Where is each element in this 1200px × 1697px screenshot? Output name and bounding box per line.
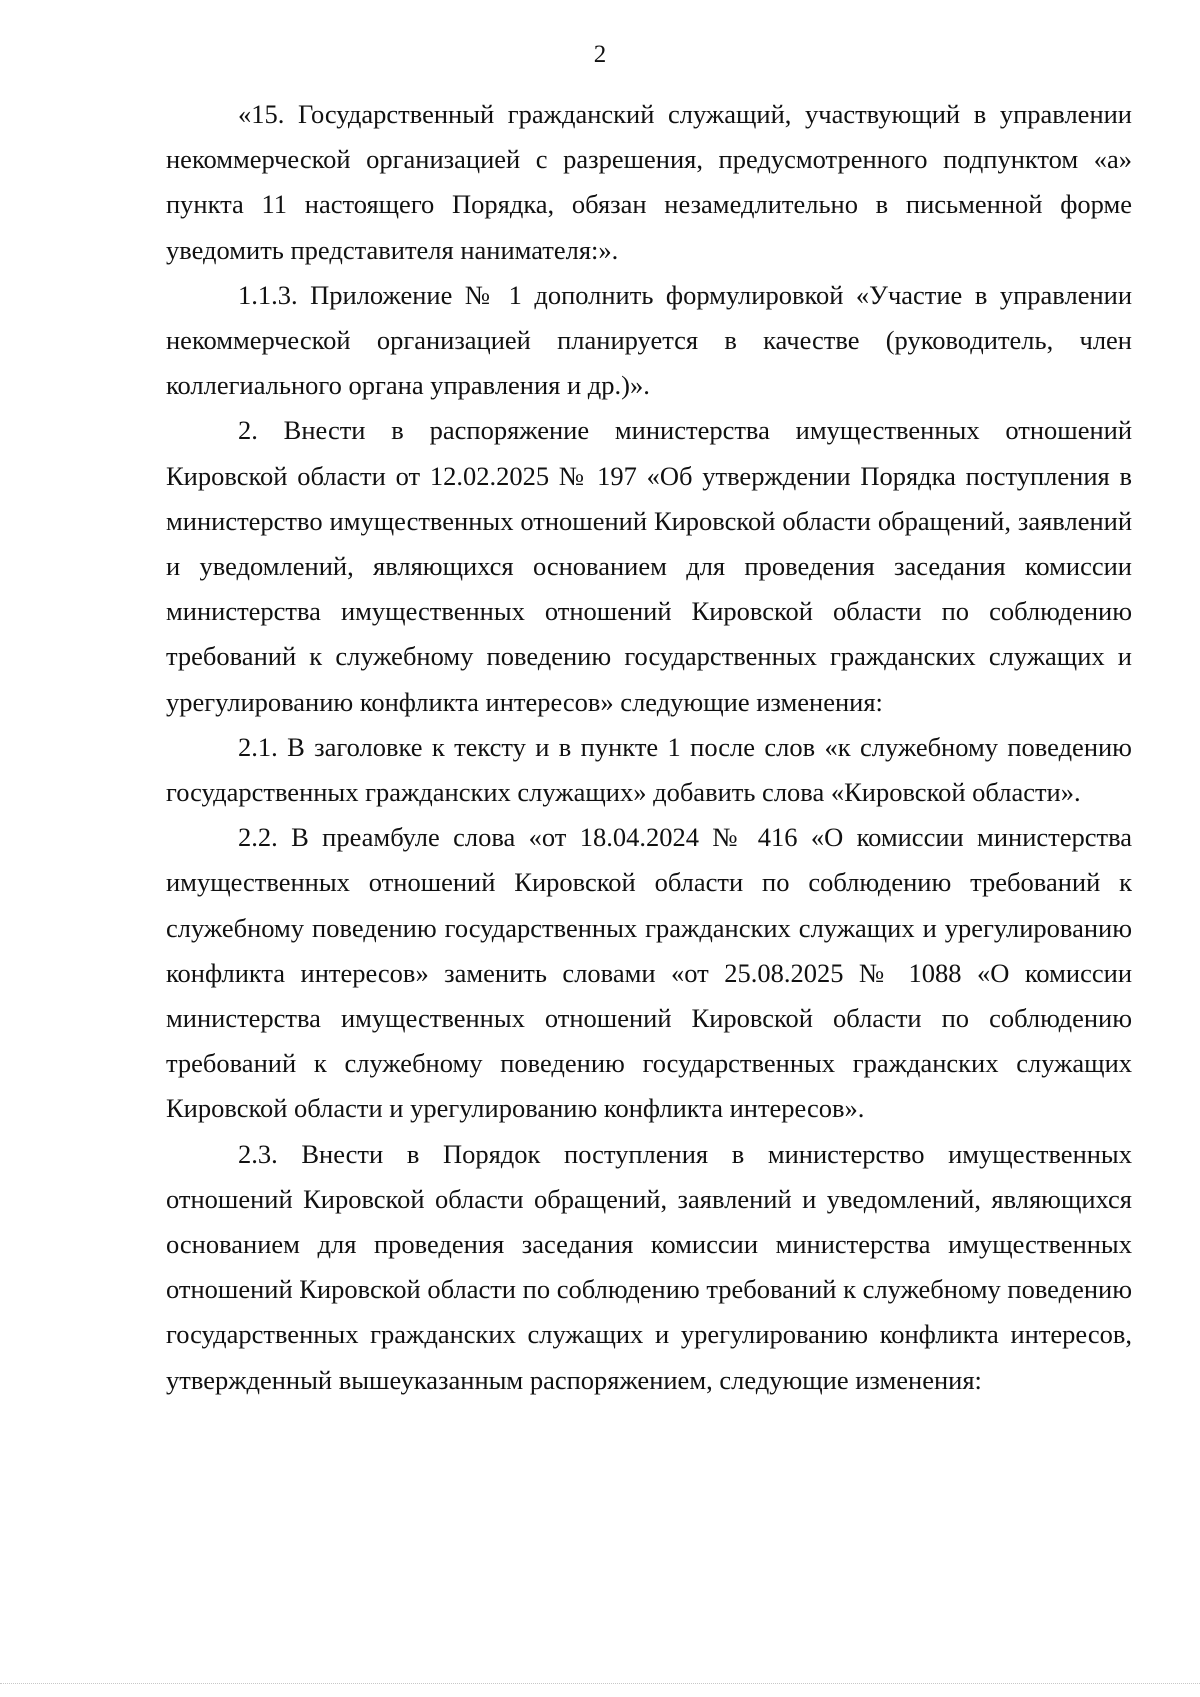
paragraph-2-3: 2.3. Внести в Порядок поступления в министерство имущественных отношений Кировской области обращений, заявлений и уведомлений, являющихся основанием для проведения заседания комиссии министерства имущественных отношений Кировской области по соблюдению требований к служебному поведению государственных гражданских служащих и урегулированию конфликта интересов, утвержденный вышеуказанным распоряжением, следующие изменения: bbox=[166, 1138, 1132, 1395]
paragraph-2: 2. Внести в распоряжение министерства имущественных отношений Кировской области от 12.02.2025 № 197 «Об утверждении Порядка поступления в министерство имущественных отношений Кировской области обращений, заявлений и уведомлений, являющихся основанием для проведения заседания комиссии министерства имущественных отношений Кировской области по соблюдению требований к служебному поведению государственных гражданских служащих и урегулированию конфликта интересов» следующие изменения: bbox=[166, 415, 1132, 717]
paragraph-clause-15: «15. Государственный гражданский служащий, участвующий в управлении некоммерческой организацией с разрешения, предусмотренного подпунктом «а» пункта 11 настоящего Порядка, обязан незамедлительно в письменной форме уведомить представителя нанимателя:». bbox=[166, 99, 1132, 265]
document-body bbox=[166, 92, 1132, 1403]
scan-edge-line bbox=[0, 1683, 1200, 1684]
paragraph-2-1: 2.1. В заголовке к тексту и в пункте 1 после слов «к служебному поведению государственных гражданских служащих» добавить слова «Кировской области». bbox=[166, 731, 1132, 808]
paragraph-1-1-3: 1.1.3. Приложение № 1 дополнить формулировкой «Участие в управлении некоммерческой организацией планируется в качестве (руководитель, член коллегиального органа управления и др.)». bbox=[166, 279, 1132, 401]
page-number: 2 bbox=[593, 41, 607, 68]
paragraph-2-2: 2.2. В преамбуле слова «от 18.04.2024 № 416 «О комиссии министерства имущественных отношений Кировской области по соблюдению требований к служебному поведению государственных гражданских служащих и урегулированию конфликта интересов» заменить словами «от 25.08.2025 № 1088 «О комиссии министерства имущественных отношений Кировской области по соблюдению требований к служебному поведению государственных гражданских служащих Кировской области и урегулированию конфликта интересов». bbox=[166, 822, 1132, 1124]
